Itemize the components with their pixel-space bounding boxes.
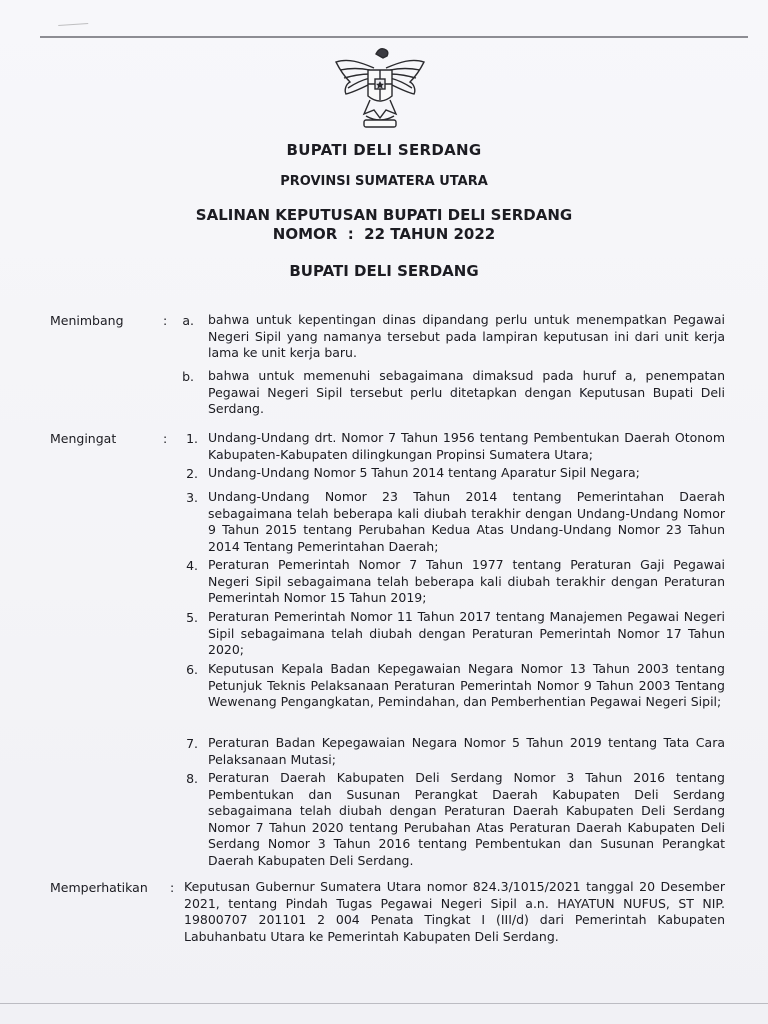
mengingat-label: Mengingat [50, 431, 117, 446]
mengingat-marker-1: 1. [186, 431, 198, 446]
mengingat-item-2: Undang-Undang Nomor 5 Tahun 2014 tentang Aparatur Sipil Negara; [208, 465, 640, 480]
top-edge-line [40, 36, 748, 38]
header-title: BUPATI DELI SERDANG [286, 141, 482, 159]
mengingat-item-5: Peraturan Pemerintah Nomor 11 Tahun 2017 tentang Manajemen Pegawai Negeri Sipil sebagaimana telah diubah dengan Peraturan Pemerintah Nomor 17 Tahun 2020; [208, 609, 725, 657]
decree-title [0, 206, 768, 244]
memperhatikan-label: Memperhatikan [50, 880, 148, 895]
menimbang-colon: : [163, 313, 168, 328]
mengingat-marker-3: 3. [186, 490, 198, 505]
mengingat-marker-5: 5. [186, 610, 198, 625]
menimbang-marker-a: a. [182, 313, 194, 328]
menimbang-item-b: bahwa untuk memenuhi sebagaimana dimaksud pada huruf a, penempatan Pegawai Negeri Sipil tersebut perlu ditetapkan dengan Keputusan Bupati Deli Serdang. [208, 368, 725, 416]
mengingat-marker-6: 6. [186, 662, 198, 677]
garuda-pancasila-emblem-icon [330, 40, 430, 136]
decree-number: NOMOR : 22 TAHUN 2022 [272, 225, 496, 243]
bottom-edge-line [0, 1003, 768, 1004]
mengingat-marker-2: 2. [186, 466, 198, 481]
mengingat-item-7: Peraturan Badan Kepegawaian Negara Nomor 5 Tahun 2019 tentang Tata Cara Pelaksanaan Mutasi; [208, 735, 725, 767]
menimbang-item-a: bahwa untuk kepentingan dinas dipandang perlu untuk menempatkan Pegawai Negeri Sipil yang namanya tersebut pada lampiran keputusan ini dari unit kerja lama ke unit kerja baru. [208, 312, 725, 360]
menimbang-marker-b: b. [182, 369, 194, 384]
mengingat-marker-7: 7. [186, 736, 198, 751]
scan-mark [58, 17, 88, 26]
mengingat-marker-4: 4. [186, 558, 198, 573]
mengingat-colon: : [163, 431, 168, 446]
mengingat-item-4: Peraturan Pemerintah Nomor 7 Tahun 1977 tentang Peraturan Gaji Pegawai Negeri Sipil sebagaimana telah beberapa kali diubah terakhir dengan Peraturan Pemerintah Nomor 15 Tahun 2019; [208, 557, 725, 605]
menimbang-label: Menimbang [50, 313, 124, 328]
memperhatikan-text: Keputusan Gubernur Sumatera Utara nomor 824.3/1015/2021 tanggal 20 Desember 2021, tentang Pindah Tugas Pegawai Negeri Sipil a.n. HAYATUN NUFUS, ST NIP. 19800707 201101 2 004 Penata Tingkat I (III/d) dari Pemerintah Kabupaten Labuhanbatu Utara ke Pemerintah Kabupaten Deli Serdang. [184, 879, 725, 944]
memperhatikan-colon: : [170, 880, 175, 895]
decree-title-line1: SALINAN KEPUTUSAN BUPATI DELI SERDANG [195, 206, 573, 224]
mengingat-item-6: Keputusan Kepala Badan Kepegawaian Negara Nomor 13 Tahun 2003 tentang Petunjuk Teknis Pelaksanaan Peraturan Pemerintah Nomor 9 Tahun 2003 Tentang Wewenang Pengangkatan, Pemindahan, dan Pemberhentian Pegawai Negeri Sipil; [208, 661, 725, 709]
mengingat-item-8: Peraturan Daerah Kabupaten Deli Serdang Nomor 3 Tahun 2016 tentang Pembentukan dan Susunan Perangkat Daerah Kabupaten Deli Serdang sebagaimana telah diubah dengan Peraturan Daerah Kabupaten Deli Serdang Nomor 7 Tahun 2020 tentang Perubahan Atas Peraturan Daerah Kabupaten Deli Serdang Nomor 3 Tahun 2016 tentang Pembentukan dan Susunan Perangkat Daerah Kabupaten Deli Serdang. [208, 770, 725, 868]
issuer-title: BUPATI DELI SERDANG [289, 262, 479, 280]
mengingat-marker-8: 8. [186, 771, 198, 786]
mengingat-item-3: Undang-Undang Nomor 23 Tahun 2014 tentang Pemerintahan Daerah sebagaimana telah beberapa kali diubah terakhir dengan Undang-Undang Nomor 9 Tahun 2015 tentang Perubahan Kedua Atas Undang-Undang Nomor 23 Tahun 2014 Tentang Pemerintahan Daerah; [208, 489, 725, 554]
province-name: PROVINSI SUMATERA UTARA [280, 174, 488, 189]
mengingat-item-1: Undang-Undang drt. Nomor 7 Tahun 1956 tentang Pembentukan Daerah Otonom Kabupaten-Kabupaten dilingkungan Propinsi Sumatera Utara; [208, 430, 725, 462]
